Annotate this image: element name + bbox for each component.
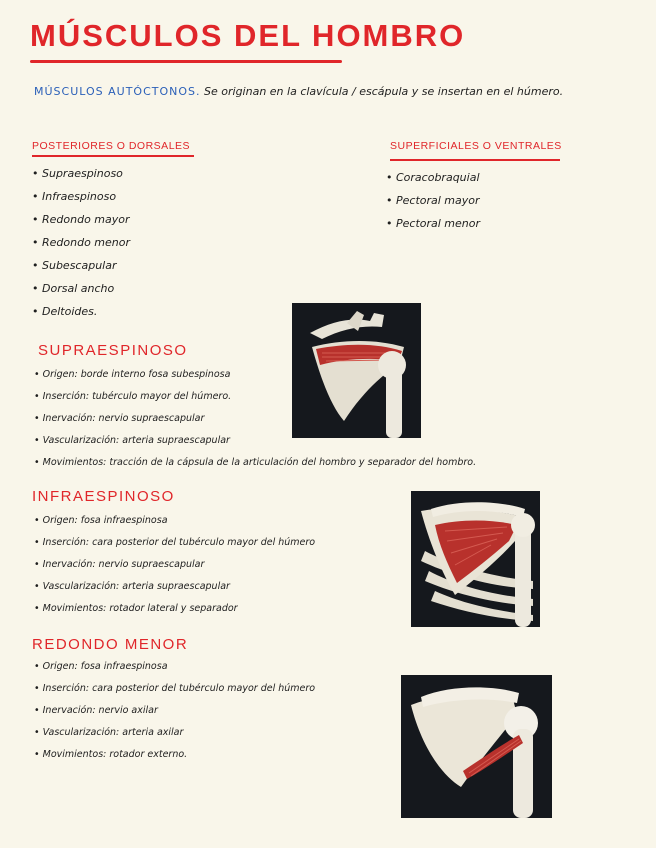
- list-item: • Inervación: nervio axilar: [34, 700, 315, 722]
- posteriores-list: [32, 162, 130, 323]
- infraspinatus-icon: [411, 491, 540, 627]
- teres-minor-illustration: [401, 675, 552, 818]
- list-item: • Inervación: nervio supraescapular: [34, 554, 315, 576]
- list-item: • Vascularización: arteria axilar: [34, 722, 315, 744]
- intro-text: Se originan en la clavícula / escápula y se insertan en el húmero.: [204, 85, 564, 98]
- list-item: • Origen: fosa infraespinosa: [34, 656, 315, 678]
- redondo-menor-title: REDONDO MENOR: [32, 636, 189, 653]
- list-item: • Vascularización: arteria supraescapular: [34, 576, 315, 598]
- infraspinatus-illustration: [411, 491, 540, 627]
- list-item: • Pectoral mayor: [386, 189, 480, 212]
- infraespinoso-details: [34, 510, 315, 620]
- title-underline: [30, 60, 342, 63]
- list-item: • Redondo menor: [32, 231, 130, 254]
- list-item: • Infraespinoso: [32, 185, 130, 208]
- intro-paragraph: [34, 76, 634, 108]
- superficiales-underline: [390, 159, 560, 161]
- list-item: • Movimientos: tracción de la cápsula de la articulación del hombro y separador del hombro.: [34, 452, 476, 474]
- list-item: • Deltoides.: [32, 300, 130, 323]
- posteriores-underline: [32, 155, 194, 157]
- list-item: • Inserción: tubérculo mayor del húmero.: [34, 386, 476, 408]
- supraespinoso-details: [34, 364, 476, 474]
- superficiales-heading: SUPERFICIALES O VENTRALES: [390, 140, 562, 152]
- list-item: • Subescapular: [32, 254, 130, 277]
- list-item: • Origen: borde interno fosa subespinosa: [34, 364, 476, 386]
- list-item: • Origen: fosa infraespinosa: [34, 510, 315, 532]
- list-item: • Pectoral menor: [386, 212, 480, 235]
- list-item: • Vascularización: arteria supraescapular: [34, 430, 476, 452]
- list-item: • Coracobraquial: [386, 166, 480, 189]
- list-item: • Supraespinoso: [32, 162, 130, 185]
- list-item: • Inserción: cara posterior del tubérculo mayor del húmero: [34, 678, 315, 700]
- posteriores-heading: POSTERIORES O DORSALES: [32, 140, 191, 152]
- intro-keyword: MÚSCULOS AUTÓCTONOS.: [34, 85, 201, 98]
- list-item: • Movimientos: rotador externo.: [34, 744, 315, 766]
- page-title: MÚSCULOS DEL HOMBRO: [30, 18, 466, 53]
- list-item: • Redondo mayor: [32, 208, 130, 231]
- superficiales-list: [386, 166, 480, 235]
- supraespinoso-title: SUPRAESPINOSO: [38, 342, 188, 359]
- teres-minor-icon: [401, 675, 552, 818]
- list-item: • Dorsal ancho: [32, 277, 130, 300]
- infraespinoso-title: INFRAESPINOSO: [32, 488, 175, 505]
- list-item: • Inserción: cara posterior del tubérculo mayor del húmero: [34, 532, 315, 554]
- list-item: • Inervación: nervio supraescapular: [34, 408, 476, 430]
- redondo-menor-details: [34, 656, 315, 766]
- list-item: • Movimientos: rotador lateral y separador: [34, 598, 315, 620]
